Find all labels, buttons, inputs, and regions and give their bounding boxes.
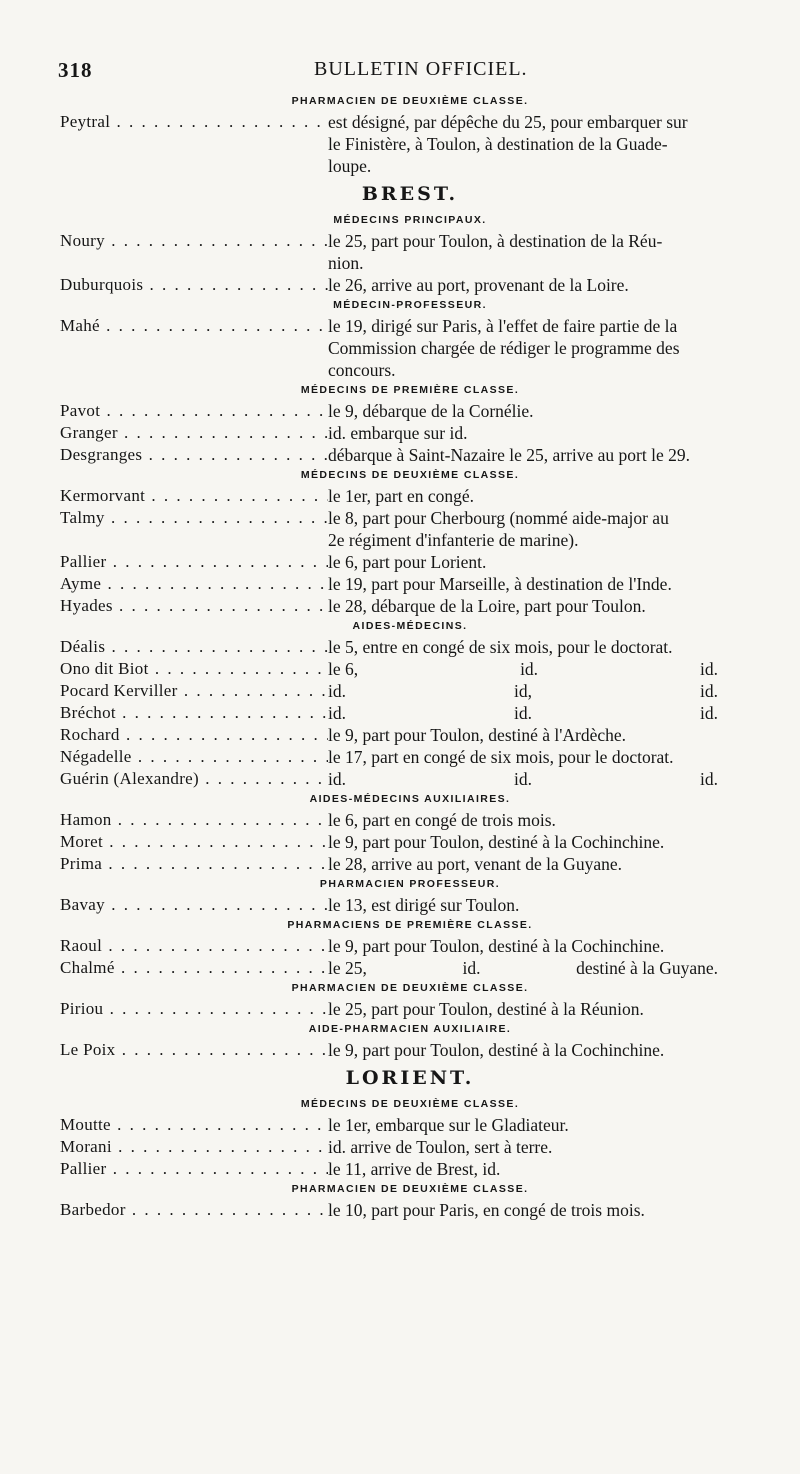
entry-row [0,595,800,617]
city-heading: BREST. [361,183,459,205]
entry-row [0,658,800,680]
person-name: Déalis . . . [0,636,328,658]
entry-text [328,573,798,595]
entry-line: le 10, part pour Paris, en congé de trois mois. [328,1200,645,1220]
entry-text [328,702,798,724]
entry-row [0,551,800,573]
person-name: Pallier . . . [0,1158,328,1180]
entry-text [328,998,798,1020]
entry-row [0,444,800,466]
entry-columns [328,680,718,702]
person-name: Barbedor . . . [0,1199,328,1221]
entry-line: loupe. [328,156,372,176]
entry-text [328,400,798,422]
entry-line: débarque à Saint-Nazaire le 25, arrive au port le 29. [328,445,690,465]
person-name: Moutte . . . [0,1114,328,1136]
entry-row [0,894,800,916]
person-name: Ono dit Biot . . . [0,658,328,680]
entry-line: le 17, part en congé de six mois, pour le doctorat. [328,747,674,767]
rank-heading: AIDES-MÉDECINS. [352,620,468,632]
entry-row [0,831,800,853]
person-name: Morani . . . [0,1136,328,1158]
entry-line: le 9, part pour Toulon, destiné à l'Ardèche. [328,725,627,745]
entry-row [0,680,800,702]
entry-text [328,1114,798,1136]
entry-cell: destiné à la Guyane. [576,958,718,978]
person-name: Le Poix . . . [0,1039,328,1061]
entry-cell: id. [328,703,346,723]
entry-text [328,831,798,853]
entry-row [0,507,800,551]
entry-row [0,998,800,1020]
entry-text [328,957,798,979]
entry-cell: id. [514,769,532,789]
entry-cell: le 6, [328,659,359,679]
entry-text [328,315,798,381]
entry-line: Commission chargée de rédiger le programme des [328,338,680,358]
entry-text [328,111,798,177]
entry-row [0,957,800,979]
entry-cell: id. [700,769,718,789]
entry-text [328,894,798,916]
entry-text [328,658,798,680]
entry-text [328,809,798,831]
entry-line: le 9, part pour Toulon, destiné à la Cochinchine. [328,832,665,852]
entry-line: le 9, débarque de la Cornélie. [328,401,534,421]
rank-heading: MÉDECINS DE DEUXIÈME CLASSE. [300,469,520,481]
entry-line: le 6, part pour Lorient. [328,552,487,572]
person-name: Bavay . . . [0,894,328,916]
entry-line: le 25, part pour Toulon, à destination de la Réu- [328,231,663,251]
entry-line: le 1er, embarque sur le Gladiateur. [328,1115,569,1135]
person-name: Négadelle . . . [0,746,328,768]
person-name: Moret . . . [0,831,328,853]
entry-row [0,853,800,875]
entry-text [328,595,798,617]
entry-text [328,1199,798,1221]
page-number: 318 [58,58,93,82]
person-name: Granger . . . [0,422,328,444]
entry-text [328,230,798,274]
entry-line: le 19, part pour Marseille, à destination de l'Inde. [328,574,672,594]
entry-text [328,1136,798,1158]
person-name: Mahé . . . [0,315,328,381]
person-name: Piriou . . . [0,998,328,1020]
person-name: Pavot . . . [0,400,328,422]
person-name: Peytral . . . [0,111,328,177]
person-name: Hamon . . . [0,809,328,831]
entry-text [328,422,798,444]
entry-cell: id. [514,703,532,723]
entry-columns [328,768,718,790]
entry-columns [328,658,718,680]
person-name: Bréchot . . . [0,702,328,724]
entry-row [0,702,800,724]
entry-line: le 9, part pour Toulon, destiné à la Cochinchine. [328,1040,665,1060]
entry-line: le 26, arrive au port, provenant de la Loire. [328,275,629,295]
entry-cell: id. [700,703,718,723]
entry-text [328,444,798,466]
entry-line: nion. [328,253,364,273]
rank-heading: PHARMACIEN PROFESSEUR. [319,878,501,890]
person-name: Desgranges . . . [0,444,328,466]
entry-row [0,1114,800,1136]
entry-row [0,400,800,422]
entry-line: le 13, est dirigé sur Toulon. [328,895,520,915]
page-body [0,92,800,1221]
entry-line: 2e régiment d'infanterie de marine). [328,530,579,550]
entry-cell: id. [328,681,346,701]
rank-heading: PHARMACIENS DE PREMIÈRE CLASSE. [287,919,533,931]
entry-row [0,1158,800,1180]
person-name: Duburquois . . . [0,274,328,296]
entry-line: le 6, part en congé de trois mois. [328,810,556,830]
person-name: Chalmé . . . [0,957,328,979]
entry-text [328,274,798,296]
entry-cell: id. [699,659,718,679]
entry-cell: id. [328,769,346,789]
entry-text [328,768,798,790]
rank-heading: MÉDECINS DE DEUXIÈME CLASSE. [300,1098,520,1110]
person-name: Pallier . . . [0,551,328,573]
entry-text [328,935,798,957]
entry-row [0,746,800,768]
rank-heading: MÉDECINS DE PREMIÈRE CLASSE. [300,384,520,396]
rank-heading: MÉDECINS PRINCIPAUX. [333,214,487,226]
entry-text [328,551,798,573]
person-name: Prima . . . [0,853,328,875]
entry-text [328,746,798,768]
entry-line: le 1er, part en congé. [328,486,475,506]
entry-text [328,680,798,702]
entry-row [0,935,800,957]
person-name: Noury . . . [0,230,328,274]
entry-line: le 28, débarque de la Loire, part pour Toulon. [328,596,646,616]
entry-cell: id. [462,958,481,978]
entry-row [0,768,800,790]
entry-line: le 5, entre en congé de six mois, pour le doctorat. [328,637,673,657]
entry-text [328,636,798,658]
person-name: Pocard Kerviller . . . [0,680,328,702]
entry-text [328,485,798,507]
entry-line: le 11, arrive de Brest, id. [328,1159,501,1179]
entry-text [328,507,798,551]
entry-line: est désigné, par dépêche du 25, pour embarquer sur [328,112,688,132]
entry-text [328,724,798,746]
person-name: Rochard . . . [0,724,328,746]
entry-row [0,724,800,746]
entry-line: concours. [328,360,396,380]
entry-row [0,111,800,177]
city-heading: LORIENT. [345,1067,475,1089]
page-header [58,58,758,86]
person-name: Guérin (Alexandre) . . . [0,768,328,790]
person-name: Talmy . . . [0,507,328,551]
entry-line: le 28, arrive au port, venant de la Guyane. [328,854,622,874]
entry-row [0,1039,800,1061]
entry-text [328,1039,798,1061]
entry-line: le 8, part pour Cherbourg (nommé aide-major au [328,508,669,528]
entry-row [0,422,800,444]
entry-line: le Finistère, à Toulon, à destination de la Guade- [328,134,668,154]
entry-cell: le 25, [328,958,367,978]
running-head: BULLETIN OFFICIEL. [314,58,528,80]
entry-cell: id. [520,659,539,679]
person-name: Raoul . . . [0,935,328,957]
entry-row [0,230,800,274]
entry-row [0,636,800,658]
entry-row [0,1199,800,1221]
rank-heading: PHARMACIEN DE DEUXIÈME CLASSE. [291,982,529,994]
rank-heading: PHARMACIEN DE DEUXIÈME CLASSE. [291,95,529,107]
rank-heading: AIDES-MÉDECINS AUXILIAIRES. [309,793,511,805]
rank-heading: PHARMACIEN DE DEUXIÈME CLASSE. [291,1183,529,1195]
entry-cell: id, [514,681,532,701]
entry-row [0,809,800,831]
rank-heading: MÉDECIN-PROFESSEUR. [333,299,487,311]
entry-columns [328,957,718,979]
person-name: Kermorvant . . . [0,485,328,507]
rank-heading: AIDE-PHARMACIEN AUXILIAIRE. [308,1023,512,1035]
entry-row [0,315,800,381]
entry-row [0,1136,800,1158]
entry-line: id. embarque sur id. [328,423,468,443]
entry-columns [328,702,718,724]
entry-text [328,1158,798,1180]
entry-line: id. arrive de Toulon, sert à terre. [328,1137,553,1157]
entry-row [0,274,800,296]
person-name: Hyades . . . [0,595,328,617]
entry-line: le 19, dirigé sur Paris, à l'effet de faire partie de la [328,316,678,336]
entry-cell: id. [700,681,718,701]
entry-text [328,853,798,875]
entry-line: le 25, part pour Toulon, destiné à la Réunion. [328,999,644,1019]
entry-line: le 9, part pour Toulon, destiné à la Cochinchine. [328,936,665,956]
entry-row [0,485,800,507]
entry-row [0,573,800,595]
person-name: Ayme . . . [0,573,328,595]
